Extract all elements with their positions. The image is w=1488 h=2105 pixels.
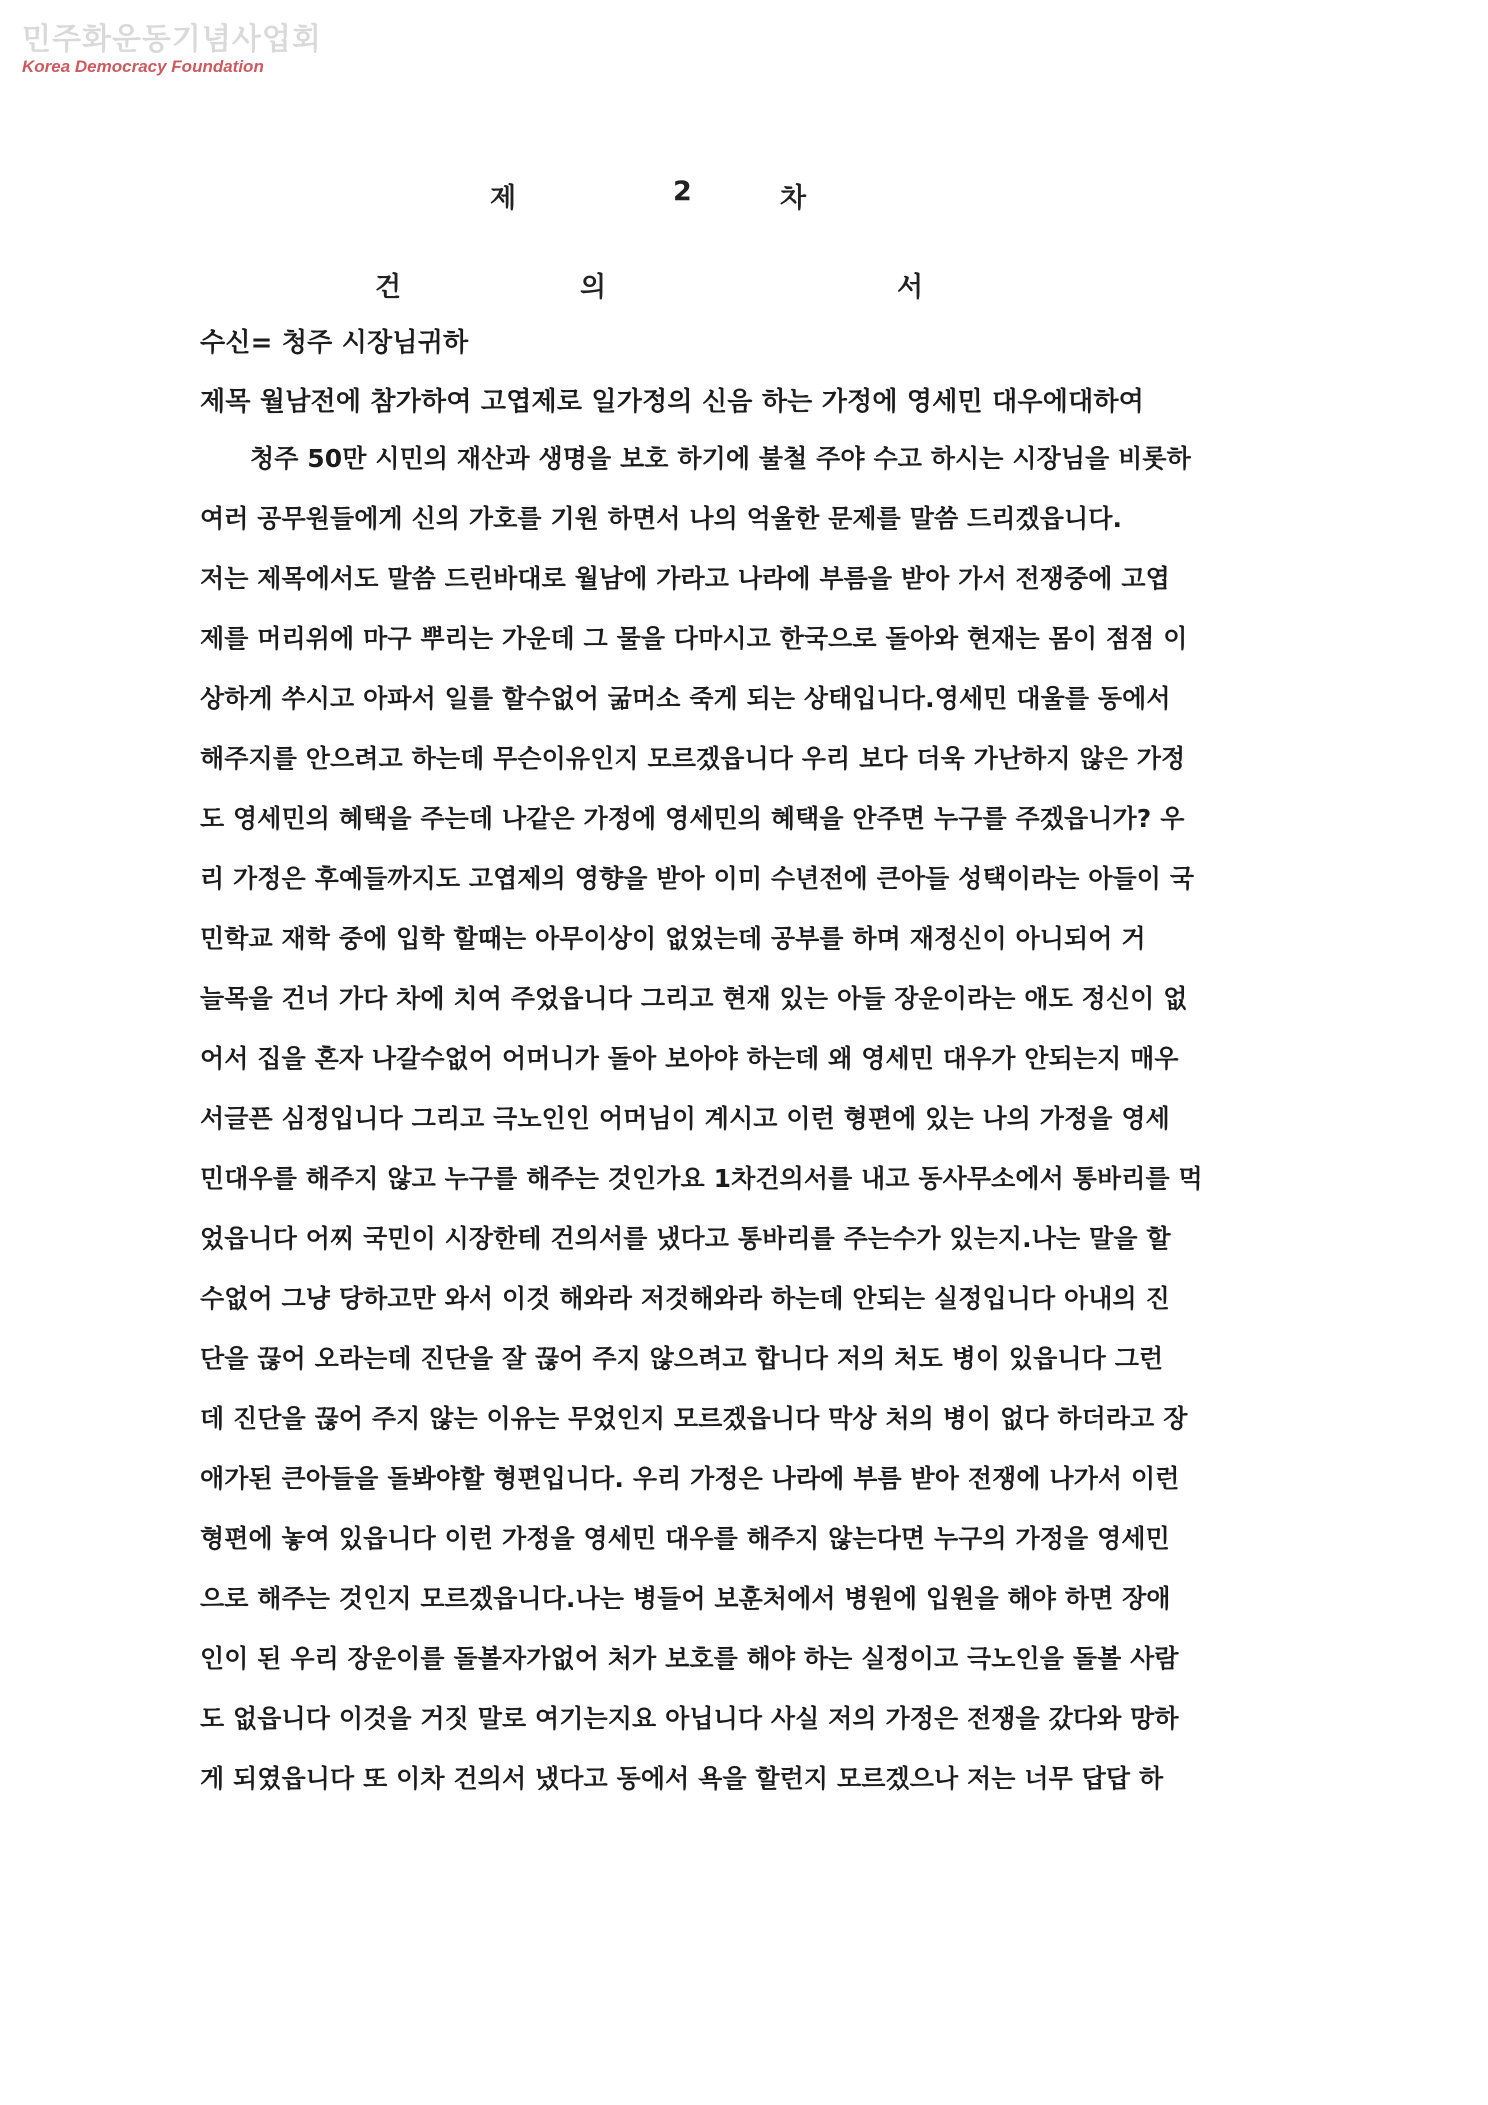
subject-line: 제목 월남전에 참가하여 고엽제로 일가정의 신음 하는 가정에 영세민 대우에대하여 (200, 387, 1145, 417)
body-line: 민학교 재학 중에 입학 할때는 아무이상이 없었는데 공부를 하며 재정신이 아니되어 거 (200, 924, 1146, 953)
title-char-3: 서 (897, 272, 924, 303)
body-line: 도 없읍니다 이것을 거짓 말로 여기는지요 아닙니다 사실 저의 가정은 전쟁을 갔다와 망하 (200, 1704, 1179, 1733)
title-char-2: 의 (580, 272, 607, 303)
body-line: 게 되였읍니다 또 이차 건의서 냈다고 동에서 욕을 할런지 모르겠으나 저는 너무 답답 하 (200, 1764, 1164, 1793)
body-line: 었읍니다 어찌 국민이 시장한테 건의서를 냈다고 통바리를 주는수가 있는지.나는 말을 할 (200, 1224, 1171, 1253)
body-line: 제를 머리위에 마구 뿌리는 가운데 그 물을 다마시고 한국으로 돌아와 현재는 몸이 점점 이 (200, 624, 1188, 653)
ordinal-number: 2 (673, 176, 692, 207)
body-line: 데 진단을 끊어 주지 않는 이유는 무었인지 모르겠읍니다 막상 처의 병이 없다 하더라고 장 (200, 1404, 1188, 1433)
body-line: 형편에 놓여 있읍니다 이런 가정을 영세민 대우를 해주지 않는다면 누구의 가정을 영세민 (200, 1524, 1170, 1553)
body-line: 리 가정은 후예들까지도 고엽제의 영향을 받아 이미 수년전에 큰아들 성택이라는 아들이 국 (200, 864, 1195, 893)
letter-body (200, 442, 1280, 1822)
body-line: 민대우를 해주지 않고 누구를 해주는 것인가요 1차건의서를 내고 동사무소에서 통바리를 먹 (200, 1164, 1203, 1193)
body-line: 여러 공무원들에게 신의 가호를 기원 하면서 나의 억울한 문제를 말씀 드리겠읍니다. (200, 504, 1123, 533)
body-line: 서글픈 심정입니다 그리고 극노인인 어머님이 계시고 이런 형편에 있는 나의 가정을 영세 (200, 1104, 1170, 1133)
body-line: 저는 제목에서도 말씀 드린바대로 월남에 가라고 나라에 부름을 받아 가서 전쟁중에 고엽 (200, 564, 1170, 593)
ordinal-suffix: 차 (780, 183, 807, 214)
body-line: 청주 50만 시민의 재산과 생명을 보호 하기에 불철 주야 수고 하시는 시장님을 비롯하 (250, 444, 1191, 473)
watermark-english-name: Korea Democracy Foundation (22, 57, 264, 76)
title-char-1: 건 (375, 272, 402, 303)
body-line: 으로 해주는 것인지 모르겠읍니다.나는 병들어 보훈처에서 병원에 입원을 해야 하면 장애 (200, 1584, 1171, 1613)
body-line: 늘목을 건너 가다 차에 치여 주었읍니다 그리고 현재 있는 아들 장운이라는 애도 정신이 없 (200, 984, 1188, 1013)
ordinal-prefix: 제 (490, 183, 517, 214)
body-line: 상하게 쑤시고 아파서 일를 할수없어 굶머소 죽게 되는 상태입니다.영세민 대울를 동에서 (200, 684, 1171, 713)
body-line: 단을 끊어 오라는데 진단을 잘 끊어 주지 않으려고 합니다 저의 처도 병이 있읍니다 그런 (200, 1344, 1164, 1373)
recipient-line: 수신= 청주 시장님귀하 (200, 328, 469, 358)
watermark-korean-name: 민주화운동기념사업회 (22, 22, 322, 57)
document-ordinal (0, 176, 1488, 216)
body-line: 해주지를 안으려고 하는데 무슨이유인지 모르겠읍니다 우리 보다 더욱 가난하지 않은 가정 (200, 744, 1186, 773)
foundation-watermark (22, 20, 322, 78)
body-line: 인이 된 우리 장운이를 돌볼자가없어 처가 보호를 해야 하는 실정이고 극노인을 돌볼 사람 (200, 1644, 1179, 1673)
body-line: 어서 집을 혼자 나갈수없어 어머니가 돌아 보아야 하는데 왜 영세민 대우가 안되는지 매우 (200, 1044, 1179, 1073)
body-line: 수없어 그냥 당하고만 와서 이것 해와라 저것해와라 하는데 안되는 실정입니다 아내의 진 (200, 1284, 1170, 1313)
body-line: 애가된 큰아들을 돌봐야할 형편입니다. 우리 가정은 나라에 부름 받아 전쟁에 나가서 이런 (200, 1464, 1180, 1493)
document-title (0, 265, 1488, 305)
body-line: 도 영세민의 혜택을 주는데 나같은 가정에 영세민의 혜택을 안주면 누구를 주겠읍니가? 우 (200, 804, 1185, 833)
